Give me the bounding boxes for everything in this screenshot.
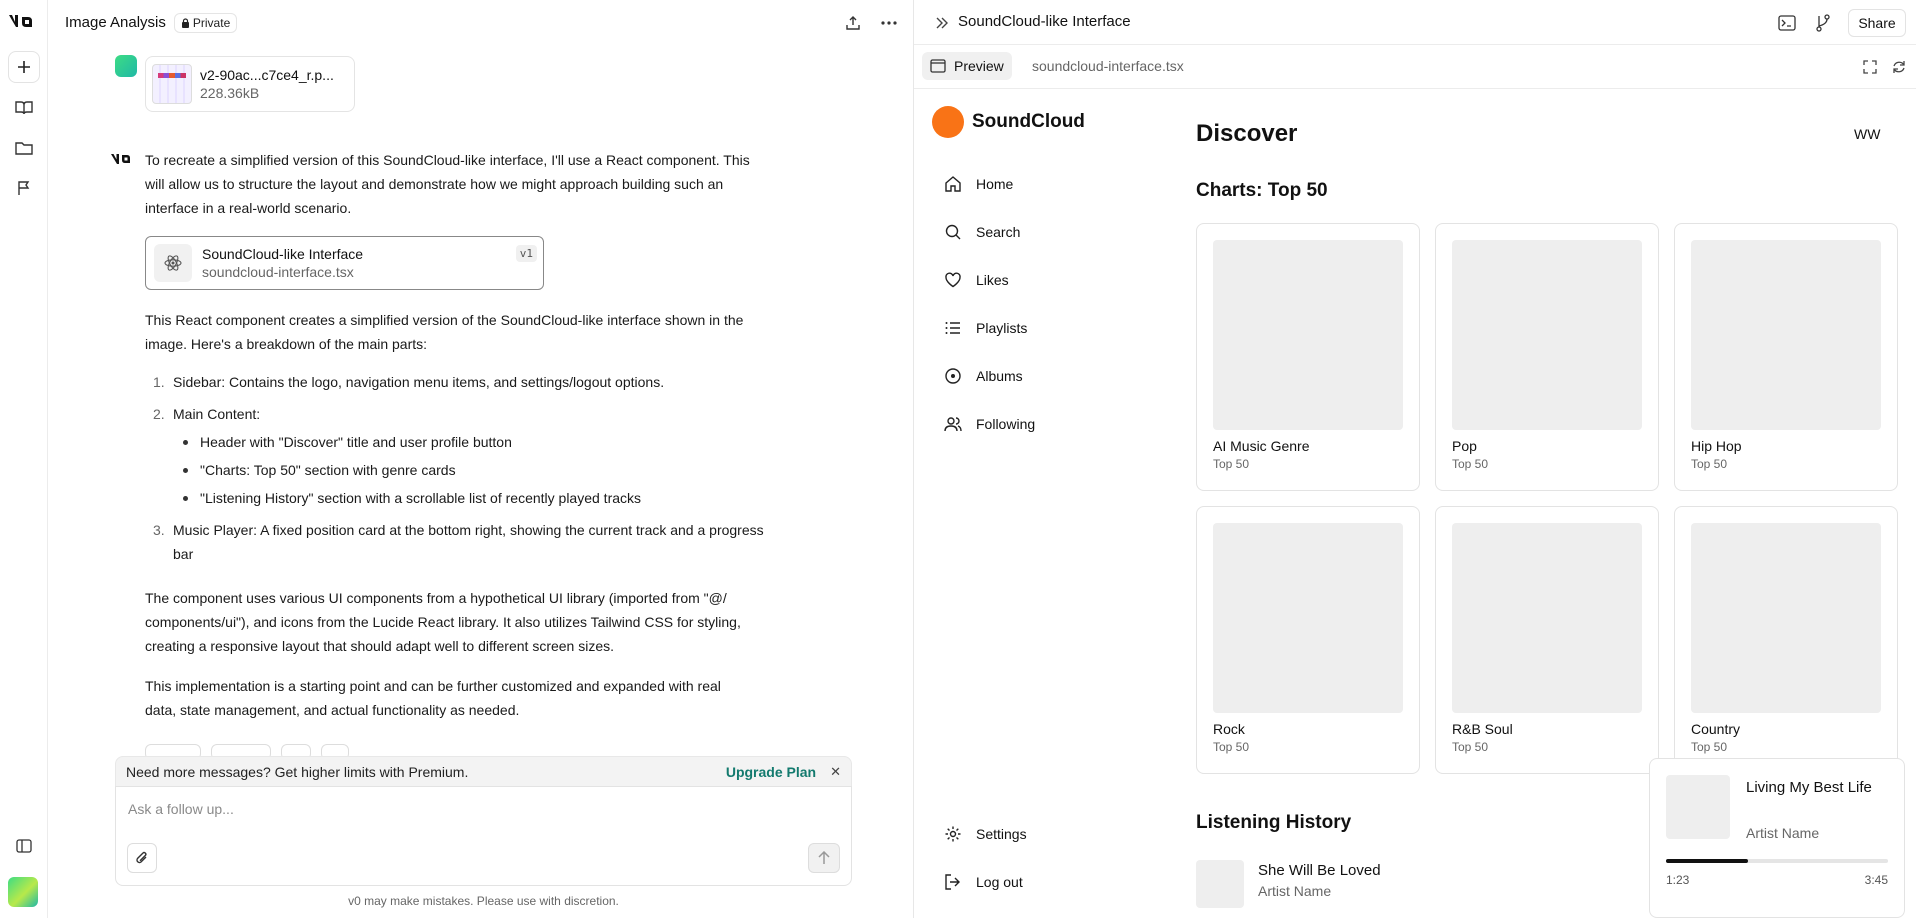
nav-label: Playlists: [976, 320, 1028, 336]
home-icon: [944, 175, 962, 193]
gear-icon: [944, 825, 962, 843]
listening-history-title: Listening History: [1196, 812, 1352, 833]
panel-title: SoundCloud-like Interface: [958, 13, 1131, 30]
list-number: 3.: [153, 522, 165, 538]
user-message-avatar: [115, 55, 137, 77]
sub-list: [173, 430, 765, 510]
genre-subtitle: Top 50: [1452, 457, 1489, 471]
artifact-version-badge: v1: [516, 245, 537, 262]
preview-window-icon: [930, 59, 946, 73]
react-atom-icon: [154, 244, 192, 282]
book-open-icon: [15, 100, 33, 116]
artifact-title: SoundCloud-like Interface: [202, 246, 364, 262]
assistant-avatar-icon: [111, 152, 137, 168]
nav-label: Search: [976, 224, 1021, 240]
attachment-thumbnail: [152, 64, 192, 104]
send-button[interactable]: [808, 843, 840, 873]
breakdown-intro-text: This React component creates a simplified version of the SoundCloud-like interface shown in the image. Here's a breakdown of the main parts:: [145, 312, 744, 352]
genre-artwork: [1691, 240, 1881, 430]
track-artwork: [1196, 860, 1244, 908]
share-chat-button[interactable]: [841, 11, 865, 35]
chevrons-right-icon: [935, 17, 949, 29]
nav-item-following[interactable]: [944, 412, 1035, 436]
projects-button[interactable]: [8, 132, 40, 164]
artifact-card[interactable]: [145, 236, 544, 290]
premium-banner: [115, 756, 852, 788]
list-item: [145, 370, 765, 394]
track-title: She Will Be Loved: [1258, 862, 1381, 879]
tab-preview[interactable]: [922, 52, 1012, 80]
nav-item-likes[interactable]: [944, 268, 1009, 292]
disclaimer-text: v0 may make mistakes. Please use with discretion.: [348, 894, 619, 908]
attachment-name: v2-90ac...c7ce4_r.p...: [200, 67, 334, 83]
progress-bar[interactable]: [1666, 859, 1888, 863]
track-artist: Artist Name: [1258, 883, 1332, 899]
git-fork-icon: [1815, 14, 1831, 32]
nav-item-search[interactable]: [944, 220, 1020, 244]
brand-name: SoundCloud: [972, 111, 1085, 132]
nav-item-albums[interactable]: [944, 364, 1023, 388]
fork-button[interactable]: [1810, 10, 1836, 36]
genre-artwork: [1452, 523, 1642, 713]
attachment-size: 228.36kB: [200, 85, 260, 101]
arrow-up-icon: [818, 851, 830, 865]
search-icon: [944, 223, 962, 241]
nav-item-playlists[interactable]: [944, 316, 1027, 340]
components-text: The component uses various UI components from a hypothetical UI library (imported from "@/ components/ui"), and icons from the Lucide React library. It also utilizes Tailwind CSS for styling, creating a responsive layout that should adapt well to different screen sizes.: [145, 590, 741, 654]
panel-header: [914, 0, 1916, 45]
genre-subtitle: Top 50: [1691, 740, 1728, 754]
flag-icon: [16, 180, 32, 196]
nav-item-logout[interactable]: [944, 870, 1023, 894]
assistant-intro-text: To recreate a simplified version of this SoundCloud-like interface, I'll use a React component. This will allow us to structure the layout and demonstrate how we might approach building such an interface in a real-world scenario.: [145, 152, 750, 216]
now-playing-artist: Artist Name: [1746, 825, 1820, 841]
genre-subtitle: Top 50: [1691, 457, 1728, 471]
list-item-text: Sidebar: Contains the logo, navigation menu items, and settings/logout options.: [173, 374, 665, 390]
paperclip-icon: [135, 850, 149, 866]
share-button[interactable]: Share: [1848, 9, 1906, 37]
genre-card[interactable]: [1196, 506, 1420, 774]
genre-name: Rock: [1213, 721, 1245, 737]
refresh-icon: [1892, 60, 1906, 74]
list-item: [145, 402, 765, 510]
brand-circle-icon: [932, 106, 964, 138]
now-playing-artwork: [1666, 775, 1730, 839]
history-track-row[interactable]: [1196, 860, 1381, 908]
genre-card[interactable]: [1674, 506, 1898, 774]
log-out-icon: [944, 873, 962, 891]
genre-artwork: [1213, 240, 1403, 430]
now-playing-title: Living My Best Life: [1746, 779, 1872, 796]
attach-button[interactable]: [127, 843, 157, 873]
list-item-text: Main Content:: [173, 406, 261, 422]
genre-artwork: [1691, 523, 1881, 713]
terminal-icon: [1778, 15, 1796, 31]
refresh-button[interactable]: [1886, 54, 1912, 80]
nav-label: Albums: [976, 368, 1023, 384]
list-number: 2.: [153, 406, 165, 422]
more-options-button[interactable]: [877, 11, 901, 35]
list-item-text: Music Player: A fixed position card at the bottom right, showing the current track and a progress bar: [173, 522, 764, 562]
soundcloud-app: [914, 90, 1916, 918]
feedback-button[interactable]: [8, 172, 40, 204]
nav-label: Home: [976, 176, 1014, 192]
track-duration: 3:45: [1864, 873, 1888, 887]
charts-section-title: Charts: Top 50: [1196, 180, 1328, 201]
page-title: Discover: [1196, 120, 1298, 147]
artifact-filename: soundcloud-interface.tsx: [202, 264, 354, 280]
list-icon: [944, 319, 962, 337]
left-rail: [0, 0, 48, 918]
users-icon: [944, 415, 962, 433]
panel-tabs: [914, 45, 1916, 89]
tab-code[interactable]: soundcloud-interface.tsx: [1032, 58, 1184, 74]
new-chat-button[interactable]: [8, 51, 40, 83]
follow-up-input[interactable]: [115, 786, 852, 886]
nav-label: Following: [976, 416, 1036, 432]
plus-icon: [16, 59, 32, 75]
upload-icon: [845, 15, 861, 31]
genre-artwork: [1452, 240, 1642, 430]
list-number: 1.: [153, 374, 165, 390]
sub-list-item: Header with "Discover" title and user profile button: [173, 430, 765, 454]
chat-column: [49, 0, 913, 918]
attachment-card[interactable]: [145, 56, 355, 112]
nav-label: Log out: [976, 874, 1023, 890]
terminal-button[interactable]: [1774, 10, 1800, 36]
genre-card[interactable]: [1435, 506, 1659, 774]
privacy-label: Private: [192, 15, 231, 30]
genre-name: Hip Hop: [1691, 438, 1742, 454]
music-player-card: [1649, 758, 1905, 918]
list-item: [145, 518, 765, 566]
nav-item-home[interactable]: [944, 172, 1013, 196]
genre-name: Country: [1691, 721, 1741, 737]
nav-item-settings[interactable]: [944, 822, 1027, 846]
sub-list-item: "Listening History" section with a scrollable list of recently played tracks: [173, 486, 765, 510]
upgrade-plan-link[interactable]: Upgrade Plan: [725, 764, 817, 780]
user-avatar[interactable]: [8, 877, 38, 907]
chat-header: [49, 0, 913, 45]
user-profile-button[interactable]: WW: [1854, 126, 1881, 142]
composer: [115, 756, 852, 886]
collapse-panel-button[interactable]: [930, 11, 954, 35]
v0-logo-icon[interactable]: [8, 13, 40, 31]
tab-preview-label: Preview: [954, 58, 1004, 74]
genre-subtitle: Top 50: [1452, 740, 1489, 754]
sub-list-item: "Charts: Top 50" section with genre cards: [173, 458, 765, 482]
folder-icon: [15, 140, 33, 156]
closing-text: This implementation is a starting point and can be further customized and expanded with real data, state management, and actual functionality as needed.: [145, 678, 721, 718]
genre-card[interactable]: [1196, 223, 1420, 491]
follow-up-placeholder: Ask a follow up...: [128, 801, 234, 817]
elapsed-time: 1:23: [1666, 873, 1690, 887]
genre-subtitle: Top 50: [1213, 457, 1250, 471]
ellipsis-icon: [881, 21, 897, 25]
genre-name: R&B Soul: [1452, 721, 1513, 737]
maximize-icon: [1863, 60, 1877, 74]
soundcloud-logo[interactable]: [932, 106, 1085, 138]
breakdown-list: [145, 370, 765, 566]
chat-title[interactable]: Image Analysis: [65, 14, 166, 31]
disc-icon: [944, 367, 962, 385]
preview-panel: [913, 0, 1916, 918]
genre-subtitle: Top 50: [1213, 740, 1250, 754]
privacy-badge[interactable]: [174, 13, 237, 33]
premium-banner-text: Need more messages? Get higher limits with Premium.: [126, 764, 469, 780]
toggle-sidebar-button[interactable]: [8, 830, 40, 862]
genre-card[interactable]: [1674, 223, 1898, 491]
fullscreen-button[interactable]: [1857, 54, 1883, 80]
sidebar-icon: [16, 839, 32, 853]
heart-icon: [944, 271, 962, 289]
nav-label: Settings: [976, 826, 1027, 842]
genre-card[interactable]: [1435, 223, 1659, 491]
nav-label: Likes: [976, 272, 1009, 288]
close-banner-icon[interactable]: ✕: [830, 764, 841, 779]
library-button[interactable]: [8, 92, 40, 124]
lock-icon: [181, 18, 190, 28]
genre-artwork: [1213, 523, 1403, 713]
genre-name: AI Music Genre: [1213, 438, 1310, 454]
progress-fill: [1666, 859, 1748, 863]
genre-name: Pop: [1452, 438, 1477, 454]
